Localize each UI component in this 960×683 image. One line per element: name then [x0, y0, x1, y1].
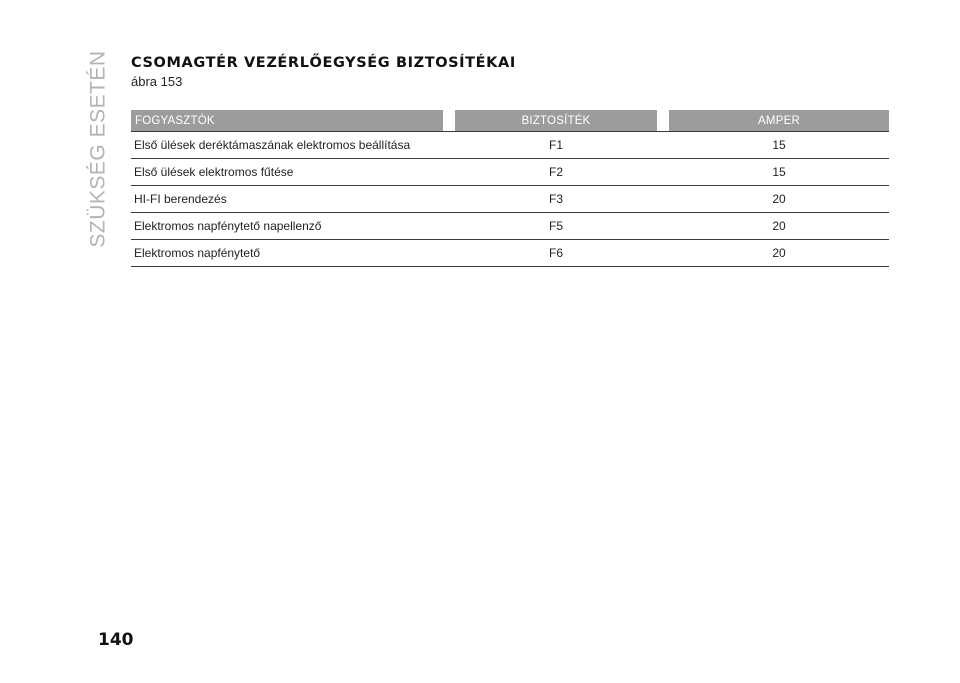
cell-consumer: Első ülések elektromos fűtése	[131, 159, 443, 186]
column-header-fuse: BIZTOSÍTÉK	[455, 110, 657, 131]
cell-fuse: F6	[455, 240, 657, 267]
cell-fuse: F2	[455, 159, 657, 186]
cell-amp: 20	[669, 240, 889, 267]
table-row	[131, 213, 889, 240]
table-row	[131, 131, 889, 159]
cell-fuse: F5	[455, 213, 657, 240]
cell-gap	[443, 159, 455, 186]
cell-consumer: Első ülések deréktámaszának elektromos beállítása	[131, 131, 443, 159]
table-row	[131, 240, 889, 267]
figure-reference: ábra 153	[131, 74, 183, 89]
section-side-title	[84, 50, 114, 248]
cell-fuse: F3	[455, 186, 657, 213]
cell-consumer: HI-FI berendezés	[131, 186, 443, 213]
column-header-consumers: FOGYASZTÓK	[131, 110, 443, 131]
section-side-title-text: SZÜKSÉG ESETÉN	[87, 50, 110, 248]
cell-amp: 15	[669, 159, 889, 186]
table-row	[131, 159, 889, 186]
page-title: CSOMAGTÉR VEZÉRLŐEGYSÉG BIZTOSÍTÉKAI	[131, 55, 516, 71]
cell-consumer: Elektromos napfénytető napellenző	[131, 213, 443, 240]
cell-amp: 20	[669, 213, 889, 240]
page-number: 140	[98, 630, 134, 650]
cell-fuse: F1	[455, 131, 657, 159]
cell-amp: 15	[669, 131, 889, 159]
column-gap	[443, 110, 455, 131]
cell-gap	[657, 159, 669, 186]
cell-gap	[657, 240, 669, 267]
cell-gap	[443, 186, 455, 213]
cell-amp: 20	[669, 186, 889, 213]
cell-gap	[443, 240, 455, 267]
column-header-amper: AMPER	[669, 110, 889, 131]
cell-gap	[657, 213, 669, 240]
table-row	[131, 186, 889, 213]
fuse-table	[131, 110, 889, 267]
cell-gap	[443, 213, 455, 240]
table-header-row	[131, 110, 889, 131]
cell-gap	[657, 186, 669, 213]
column-gap	[657, 110, 669, 131]
cell-gap	[657, 131, 669, 159]
cell-gap	[443, 131, 455, 159]
cell-consumer: Elektromos napfénytető	[131, 240, 443, 267]
